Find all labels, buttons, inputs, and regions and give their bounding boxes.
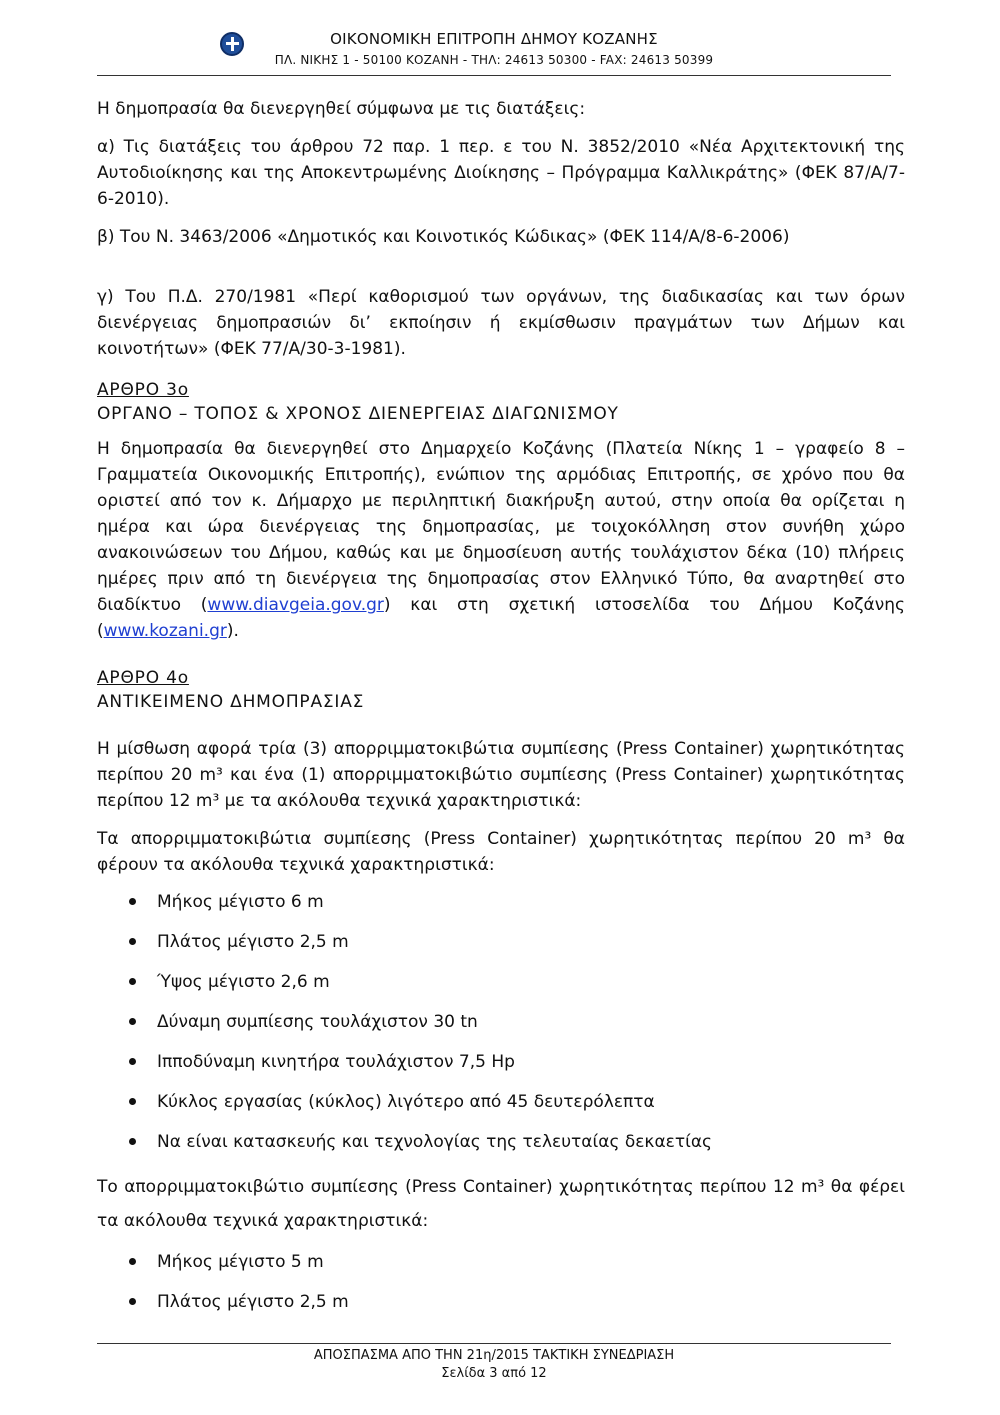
kozani-link[interactable]: www.kozani.gr [103,621,227,641]
list-item: Μήκος μέγιστο 6 m [157,890,905,914]
list-item: Να είναι κατασκευής και τεχνολογίας της τελευταίας δεκαετίας [157,1130,905,1154]
article3-mid: ) και στη σχετική ιστοσελίδα του Δήμου Κοζάνης ( [97,595,905,641]
hellenic-seal-icon [220,32,244,56]
article4-paragraph-2: Τα απορριμματοκιβώτια συμπίεσης (Press Container) χωρητικότητας περίπου 20 m³ θα φέρουν τα ακόλουθα τεχνικά χαρακτηριστικά: [97,829,905,875]
footer-title: ΑΠΟΣΠΑΣΜΑ ΑΠΟ ΤΗΝ 21η/2015 ΤΑΚΤΙΚΗ ΣΥΝΕΔΡΙΑΣΗ [313,1348,675,1363]
intro-lead: Η δημοπρασία θα διενεργηθεί σύμφωνα με τις διατάξεις: [97,99,586,119]
intro-item-a: α) Τις διατάξεις του άρθρου 72 παρ. 1 περ. ε του Ν. 3852/2010 «Νέα Αρχιτεκτονική της Αυτοδιοίκησης και της Αποκεντρωμένης Διοίκησης – Πρόγραμμα Καλλικράτης» (ΦΕΚ 87/Α/7-6-2010). [97,137,905,209]
list-item: Κύκλος εργασίας (κύκλος) λιγότερο από 45 δευτερόλεπτα [157,1090,905,1114]
header-contact: ΠΛ. ΝΙΚΗΣ 1 - 50100 ΚΟΖΑΝΗ - ΤΗΛ: 24613 50300 - FAX: 24613 50399 [274,53,714,67]
page-header [97,28,891,70]
list-item: Δύναμη συμπίεσης τουλάχιστον 30 tn [157,1010,905,1034]
spacer [97,262,905,284]
list-item: Πλάτος μέγιστο 2,5 m [157,930,905,954]
article3-text: Η δημοπρασία θα διενεργηθεί στο Δημαρχείο Κοζάνης (Πλατεία Νίκης 1 – γραφείο 8 – Γραμματεία Οικονομικής Επιτροπής), ενώπιον της αρμόδιας Επιτροπής, σε χρόνο που θα οριστεί από τον κ. Δήμαρχο με περιληπτική διακήρυξη αυτού, στην οποία θα ορίζεται η ημέρα και ώρα διενέργειας της δημοπρασίας, με τοιχοκόλληση στον συνήθη χώρο ανακοινώσεων του Δήμου, καθώς και με δημοσίευση αυτής τουλάχιστον δέκα (10) πλήρεις ημέρες πριν από τη διενέργεια της δημοπρασίας στον Ελληνικό Τύπο, θα αναρτηθεί στο διαδίκτυο ( [97,439,905,615]
list-item: Ύψος μέγιστο 2,6 m [157,970,905,994]
article3-heading [97,378,905,426]
header-title: ΟΙΚΟΝΟΜΙΚΗ ΕΠΙΤΡΟΠΗ ΔΗΜΟΥ ΚΟΖΑΝΗΣ [330,30,658,48]
footer-divider [97,1343,891,1344]
article3-title: ΟΡΓΑΝΟ – ΤΟΠΟΣ & ΧΡΟΝΟΣ ΔΙΕΝΕΡΓΕΙΑΣ ΔΙΑΓΩΝΙΣΜΟΥ [97,404,619,424]
article3-paragraph [97,436,905,644]
spec-list-20m3 [97,890,905,1154]
spec-list-12m3 [97,1250,905,1314]
article4-title: ΑΝΤΙΚΕΙΜΕΝΟ ΔΗΜΟΠΡΑΣΙΑΣ [97,692,365,712]
article3-number: ΑΡΘΡΟ 3ο [97,380,189,400]
document-body [97,96,905,1330]
article4-paragraph-3: Το απορριμματοκιβώτιο συμπίεσης (Press Container) χωρητικότητας περίπου 12 m³ θα φέρει τα ακόλουθα τεχνικά χαρακτηριστικά: [97,1177,905,1231]
article4-number: ΑΡΘΡΟ 4ο [97,668,189,688]
list-item: Πλάτος μέγιστο 2,5 m [157,1290,905,1314]
intro-item-b: β) Του Ν. 3463/2006 «Δημοτικός και Κοινοτικός Κώδικας» (ΦΕΚ 114/Α/8-6-2006) [97,227,790,247]
list-item: Ιπποδύναμη κινητήρα τουλάχιστον 7,5 Hp [157,1050,905,1074]
diavgeia-link[interactable]: www.diavgeia.gov.gr [207,595,384,615]
list-item: Μήκος μέγιστο 5 m [157,1250,905,1274]
page-number: Σελίδα 3 από 12 [441,1366,547,1381]
article4-paragraph-1: Η μίσθωση αφορά τρία (3) απορριμματοκιβώτια συμπίεσης (Press Container) χωρητικότητας περίπου 20 m³ και ένα (1) απορριμματοκιβώτιο συμπίεσης (Press Container) χωρητικότητας περίπου 12 m³ με τα ακόλουθα τεχνικά χαρακτηριστικά: [97,739,905,811]
page-footer [97,1347,891,1383]
intro-item-c: γ) Του Π.Δ. 270/1981 «Περί καθορισμού των οργάνων, της διαδικασίας και των όρων διενέργειας δημοπρασιών δι’ εκποίησιν ή εκμίσθωσιν πραγμάτων των Δήμων και κοινοτήτων» (ΦΕΚ 77/Α/30-3-1981). [97,287,905,359]
article4-heading [97,666,905,714]
header-divider [97,75,891,76]
article3-end: ). [226,621,239,641]
